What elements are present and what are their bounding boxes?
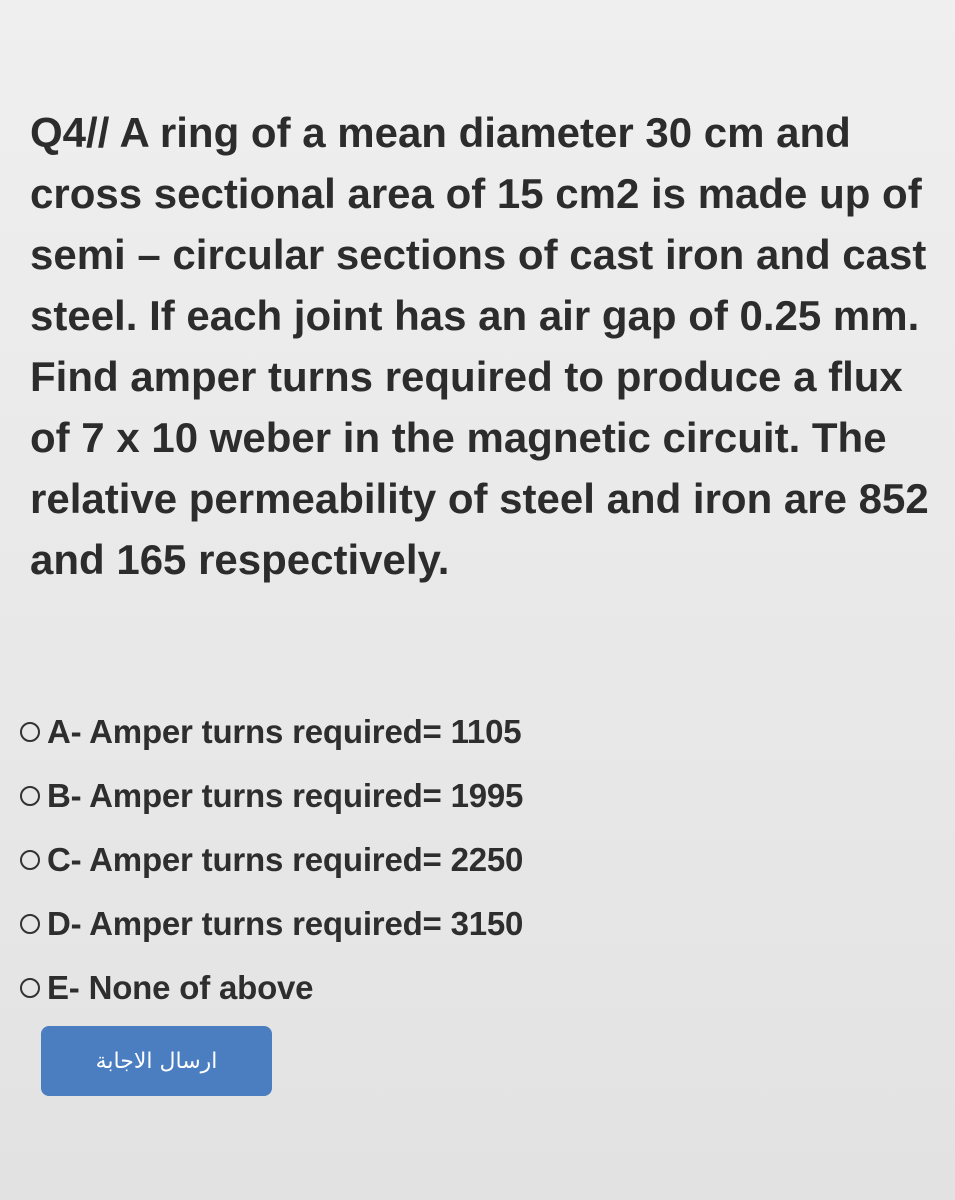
question-text: Q4// A ring of a mean diameter 30 cm and cross sectional area of 15 cm2 is made up of semi – circular sections of cast iron and cast steel. If each joint has an air gap of 0.25 mm. Find amper turns required to produce a flux of 7 x 10 weber in the magnetic circuit. The relative permeability of steel and iron are 852 and 165 respectively. [30, 109, 929, 583]
radio-button-a[interactable] [20, 722, 40, 742]
option-c[interactable] [20, 828, 840, 892]
radio-button-b[interactable] [20, 786, 40, 806]
radio-button-d[interactable] [20, 914, 40, 934]
option-e-label[interactable]: E- None of above [47, 969, 314, 1006]
option-a[interactable] [20, 700, 840, 764]
option-c-label[interactable]: C- Amper turns required= 2250 [47, 841, 524, 878]
answer-options [20, 700, 840, 1020]
radio-button-e[interactable] [20, 978, 40, 998]
option-b[interactable] [20, 764, 840, 828]
submit-answer-button[interactable]: ارسال الاجابة [41, 1026, 272, 1096]
radio-button-c[interactable] [20, 850, 40, 870]
option-d[interactable] [20, 892, 840, 956]
option-b-label[interactable]: B- Amper turns required= 1995 [47, 777, 524, 814]
option-a-label[interactable]: A- Amper turns required= 1105 [47, 713, 522, 750]
option-e[interactable] [20, 956, 840, 1020]
option-d-label[interactable]: D- Amper turns required= 3150 [47, 905, 524, 942]
